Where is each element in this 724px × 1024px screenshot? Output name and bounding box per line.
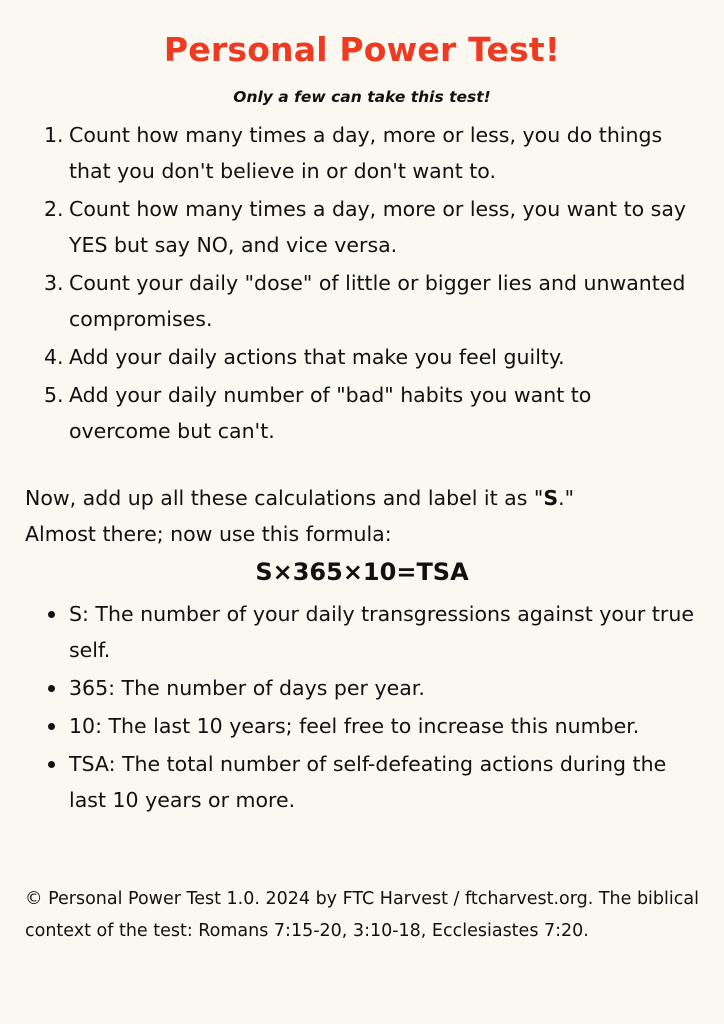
instructions-text-end: ." bbox=[558, 486, 575, 510]
steps-list bbox=[44, 117, 694, 451]
list-item bbox=[44, 191, 694, 263]
page-title: Personal Power Test! bbox=[163, 30, 561, 69]
definition-text: 10: The last 10 years; feel free to increase this number. bbox=[69, 714, 640, 738]
list-item bbox=[44, 377, 694, 449]
label-s: S bbox=[543, 486, 559, 510]
list-item bbox=[44, 339, 694, 375]
step-number: 5. bbox=[44, 383, 64, 407]
definition-text: S: The number of your daily transgressions against your true self. bbox=[69, 602, 694, 662]
step-number: 2. bbox=[44, 197, 64, 221]
list-item bbox=[44, 746, 694, 818]
list-item bbox=[44, 117, 694, 189]
list-item bbox=[44, 670, 694, 706]
bullet-icon bbox=[48, 761, 55, 768]
instructions-text: Now, add up all these calculations and label it as " bbox=[25, 486, 544, 510]
definition-text: 365: The number of days per year. bbox=[69, 676, 425, 700]
step-number: 1. bbox=[44, 123, 64, 147]
step-text: Count your daily "dose" of little or bigger lies and unwanted compromises. bbox=[69, 271, 686, 331]
definition-text: TSA: The total number of self-defeating actions during the last 10 years or more. bbox=[69, 752, 667, 812]
instructions-line2: Almost there; now use this formula: bbox=[25, 522, 392, 546]
step-number: 3. bbox=[44, 271, 64, 295]
bullet-icon bbox=[48, 611, 55, 618]
list-item bbox=[44, 708, 694, 744]
bullet-icon bbox=[48, 685, 55, 692]
step-text: Add your daily number of "bad" habits you want to overcome but can't. bbox=[69, 383, 592, 443]
step-text: Add your daily actions that make you feel guilty. bbox=[69, 345, 565, 369]
list-item bbox=[44, 265, 694, 337]
step-number: 4. bbox=[44, 345, 64, 369]
instructions-paragraph bbox=[25, 480, 705, 552]
definitions-list bbox=[44, 596, 694, 820]
step-text: Count how many times a day, more or less, you want to say YES but say NO, and vice versa. bbox=[69, 197, 687, 257]
list-item bbox=[44, 596, 694, 668]
page-subtitle: Only a few can take this test! bbox=[233, 88, 491, 106]
bullet-icon bbox=[48, 723, 55, 730]
copyright-footer: © Personal Power Test 1.0. 2024 by FTC Harvest / ftcharvest.org. The biblical context of the test: Romans 7:15-20, 3:10-18, Ecclesiastes 7:20. bbox=[25, 889, 699, 941]
formula: S×365×10=TSA bbox=[255, 558, 469, 586]
step-text: Count how many times a day, more or less, you do things that you don't believe in or don't want to. bbox=[69, 123, 663, 183]
